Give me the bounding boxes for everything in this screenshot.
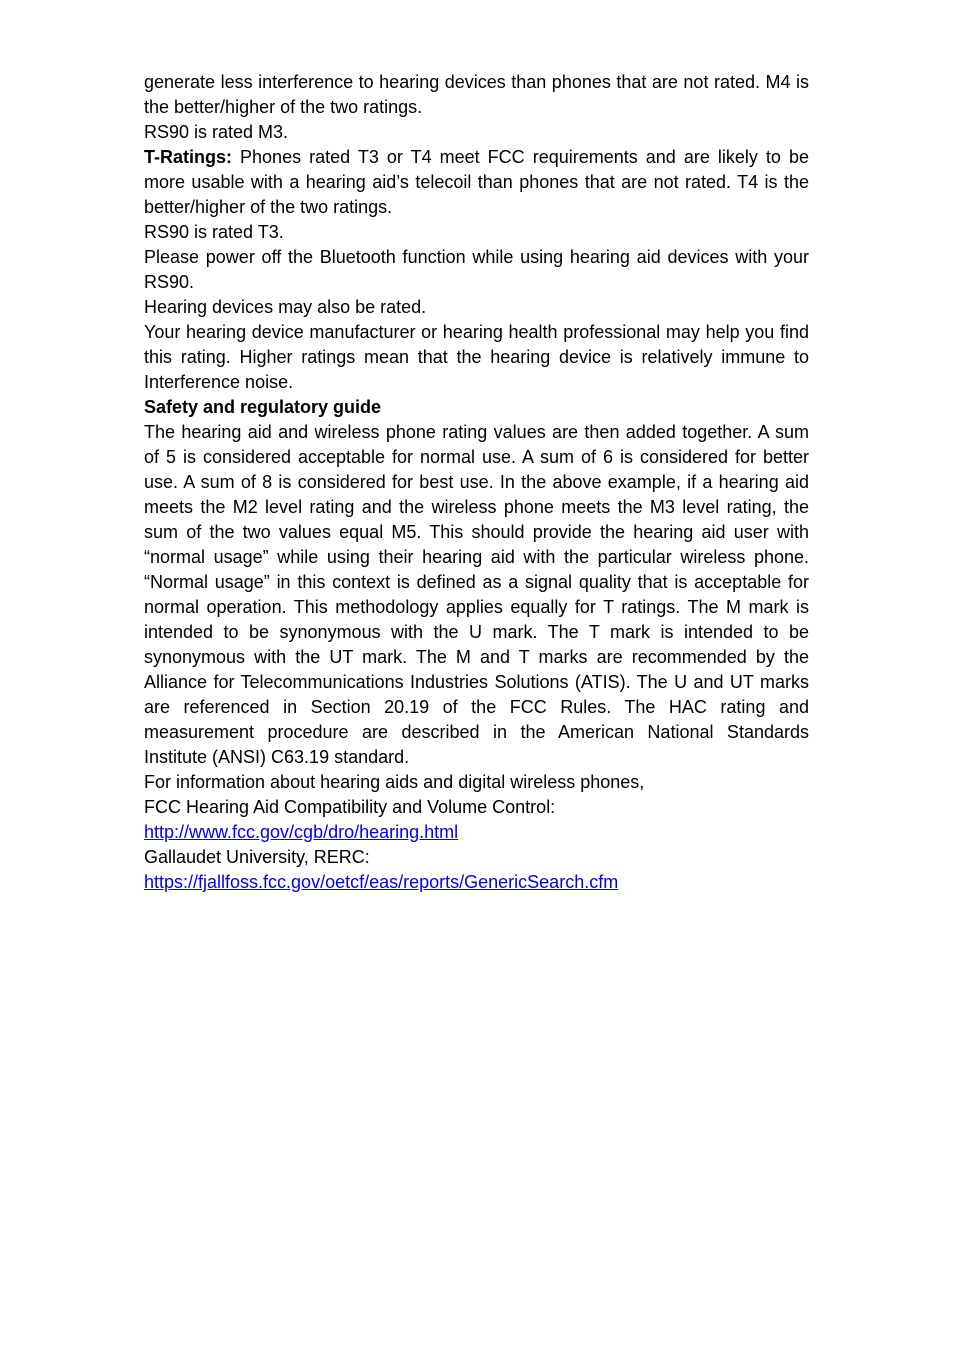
safety-heading: Safety and regulatory guide xyxy=(144,397,382,417)
manufacturer-note: Your hearing device manufacturer or hearing health professional may help you find this rating. Higher ratings mean that the hearing device is relatively immune to Interference noise. xyxy=(144,322,809,392)
fcc-label: FCC Hearing Aid Compatibility and Volume Control: xyxy=(144,797,556,817)
document-page xyxy=(144,70,809,895)
gallaudet-link[interactable]: https://fjallfoss.fcc.gov/oetcf/eas/reports/GenericSearch.cfm xyxy=(144,872,619,892)
gallaudet-link-line xyxy=(144,870,809,895)
t-rating-value: RS90 is rated T3. xyxy=(144,222,284,242)
hearing-devices-note: Hearing devices may also be rated. xyxy=(144,297,427,317)
t-ratings-text: Phones rated T3 or T4 meet FCC requirements and are likely to be more usable with a hearing aid’s telecoil than phones that are not rated. T4 is the better/higher of the two ratings. xyxy=(144,147,809,217)
fcc-link-line xyxy=(144,820,809,845)
bluetooth-note: Please power off the Bluetooth function while using hearing aid devices with your RS90. xyxy=(144,247,809,292)
m-rating-paragraph: generate less interference to hearing devices than phones that are not rated. M4 is the better/higher of the two ratings. xyxy=(144,72,809,117)
fcc-link[interactable]: http://www.fcc.gov/cgb/dro/hearing.html xyxy=(144,822,459,842)
safety-paragraph: The hearing aid and wireless phone rating values are then added together. A sum of 5 is considered acceptable for normal use. A sum of 6 is considered for better use. A sum of 8 is considered for best use. In the above example, if a hearing aid meets the M2 level rating and the wireless phone meets the M3 level rating, the sum of the two values equal M5. This should provide the hearing aid user with “normal usage” while using their hearing aid with the particular wireless phone. “Normal usage” in this context is defined as a signal quality that is acceptable for normal operation. This methodology applies equally for T ratings. The M mark is intended to be synonymous with the U mark. The T mark is intended to be synonymous with the UT mark. The M and T marks are recommended by the Alliance for Telecommunications Industries Solutions (ATIS). The U and UT marks are referenced in Section 20.19 of the FCC Rules. The HAC rating and measurement procedure are described in the American National Standards Institute (ANSI) C63.19 standard. xyxy=(144,422,809,767)
t-ratings-paragraph xyxy=(144,145,809,220)
m-rating-value: RS90 is rated M3. xyxy=(144,122,289,142)
t-ratings-label: T-Ratings: xyxy=(144,147,232,167)
info-line: For information about hearing aids and digital wireless phones, xyxy=(144,772,645,792)
gallaudet-label: Gallaudet University, RERC: xyxy=(144,847,370,867)
